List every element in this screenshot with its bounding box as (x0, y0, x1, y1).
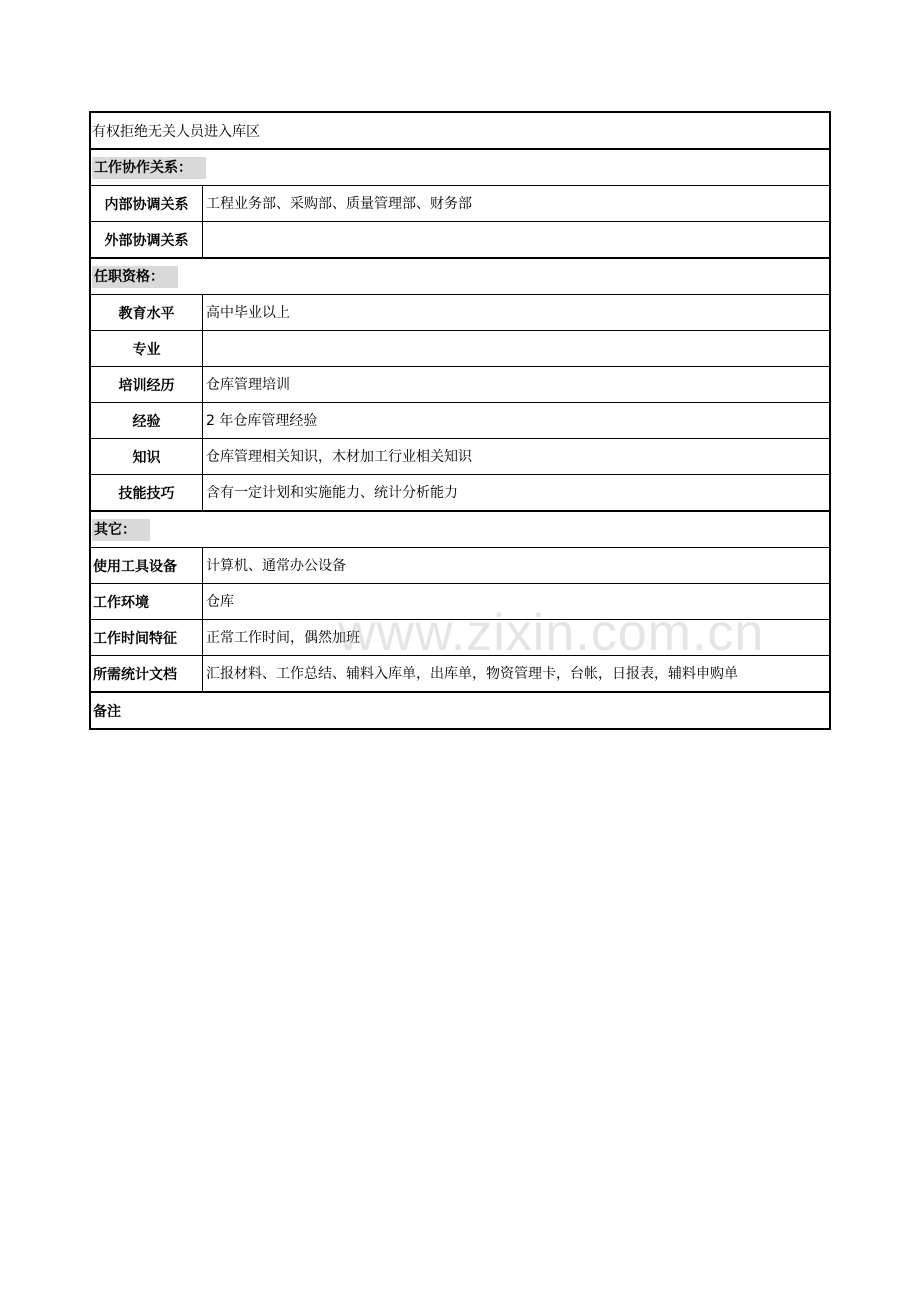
row-value: 汇报材料、工作总结、辅料入库单，出库单，物资管理卡，台帐，日报表，辅料申购单 (206, 666, 738, 682)
table-row (89, 474, 831, 510)
row-value: 2 年仓库管理经验 (206, 413, 318, 429)
table-row (89, 619, 831, 655)
table-row (89, 402, 831, 438)
authority-row (89, 111, 831, 148)
table-row (89, 655, 831, 691)
table-row (89, 547, 831, 583)
row-value: 正常工作时间，偶然加班 (206, 630, 360, 646)
table-row (89, 185, 831, 221)
remarks-row (89, 691, 831, 730)
row-label: 外部协调关系 (91, 222, 203, 257)
row-value: 工程业务部、采购部、质量管理部、财务部 (206, 196, 472, 212)
table-row (89, 221, 831, 257)
row-label: 使用工具设备 (91, 548, 203, 583)
job-description-table (89, 111, 831, 730)
row-label: 知识 (91, 439, 203, 474)
row-label: 工作时间特征 (91, 620, 203, 655)
section-title: 其它： (92, 519, 150, 541)
table-row (89, 366, 831, 402)
row-label: 经验 (91, 403, 203, 438)
section-other-header (89, 510, 831, 547)
remarks-label: 备注 (93, 703, 121, 720)
row-label: 专业 (91, 331, 203, 366)
table-row (89, 330, 831, 366)
authority-text: 有权拒绝无关人员进入库区 (92, 123, 260, 140)
row-label: 所需统计文档 (91, 656, 203, 691)
table-row (89, 294, 831, 330)
row-label: 教育水平 (91, 295, 203, 330)
row-label: 培训经历 (91, 367, 203, 402)
row-label: 内部协调关系 (91, 186, 203, 221)
row-value: 仓库管理相关知识，木材加工行业相关知识 (206, 449, 472, 465)
row-label: 技能技巧 (91, 475, 203, 510)
row-value: 仓库 (206, 594, 234, 610)
section-title: 工作协作关系： (92, 157, 206, 179)
section-qualifications-header (89, 257, 831, 294)
row-value: 高中毕业以上 (206, 305, 290, 321)
row-value: 计算机、通常办公设备 (206, 558, 346, 574)
row-label: 工作环境 (91, 584, 203, 619)
section-collaboration-header (89, 148, 831, 185)
section-title: 任职资格： (92, 266, 178, 288)
table-row (89, 583, 831, 619)
watermark: www.zixin.com.cn (338, 604, 765, 662)
table-row (89, 438, 831, 474)
row-value (203, 222, 829, 257)
row-value: 仓库管理培训 (206, 377, 290, 393)
row-value: 含有一定计划和实施能力、统计分析能力 (206, 485, 458, 501)
row-value (203, 331, 829, 366)
